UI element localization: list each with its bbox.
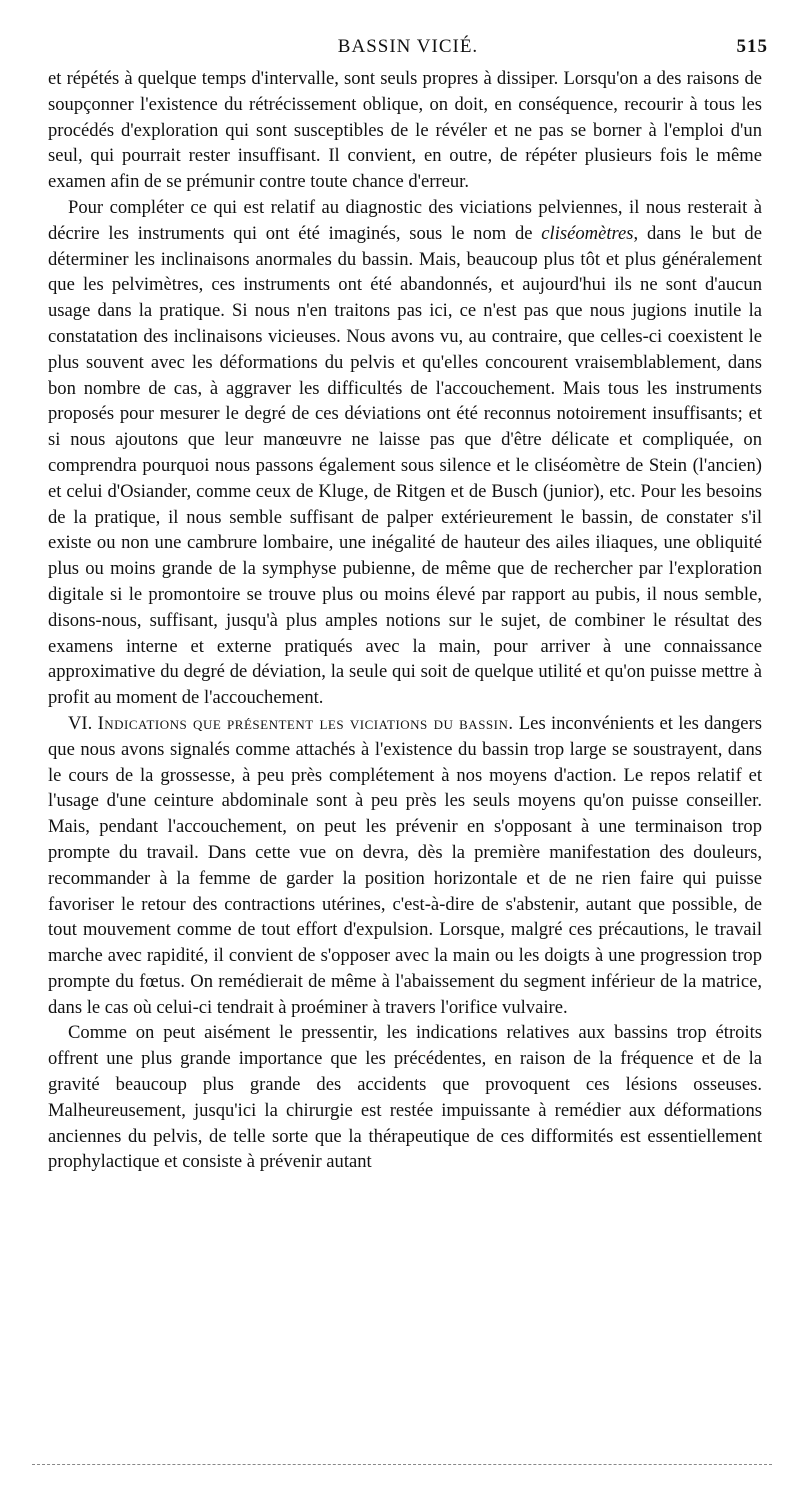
paragraph-text: et répétés à quelque temps d'intervalle, sont seuls propres à dissiper. Lorsqu'on a des raisons de soupçonner l'existence du rétrécissement oblique, on doit, en conséquence, recourir à tous les procédés d'exploration qui sont susceptibles de le révéler et ne pas se borner à l'emploi d'un seul, qui pourrait rester insuffisant. Il convient, en outre, de répéter plusieurs fois le même examen afin de se prémunir contre toute chance d'erreur. [48, 68, 762, 193]
paragraph-diagnostic [48, 195, 762, 711]
section-number: VI. [68, 712, 93, 734]
paragraph-indications [48, 1020, 762, 1175]
page-number: 515 [736, 36, 768, 57]
paragraph-text: Les inconvénients et les dangers que nous avons signalés comme attachés à l'existence du bassin trop large se soustrayent, dans le cours de la grossesse, à peu près complétement à nos moyens d'action. Le repos relatif et l'usage d'une ceinture abdominale sont à peu près les seuls moyens qu'on puisse conseiller. Mais, pendant l'accouchement, on peut les prévenir en s'opposant à une terminaison trop prompte du travail. Dans cette vue on devra, dès la première manifestation des douleurs, recommander à la femme de garder la position horizontale et de ne rien faire qui puisse favoriser le retour des contractions utérines, c'est-à-dire de s'abstenir, autant que possible, de tout mouvement comme de tout effort d'expulsion. Lorsque, malgré ces précautions, le travail marche avec rapidité, il convient de s'opposer avec la main ou les doigts à une progression trop prompte du fœtus. On remédierait de même à l'abaissement du segment inférieur de la matrice, dans le cas où celui-ci tendrait à proéminer à travers l'orifice vulvaire. [48, 712, 762, 1018]
running-title: BASSIN VICIÉ. [337, 36, 479, 57]
section-heading: Indications que présentent les viciations du bassin. [97, 712, 514, 734]
paragraph-continuation [48, 66, 762, 195]
page-header [48, 36, 768, 60]
paragraph-text: Comme on peut aisément le pressentir, les indications relatives aux bassins trop étroits offrent une plus grande importance que les précédentes, en raison de la fréquence et de la gravité beaucoup plus grande des accidents que provoquent ces lésions osseuses. Malheureusement, jusqu'ici la chirurgie est restée impuissante à remédier aux déformations anciennes du pelvis, de telle sorte que la thérapeutique de ces difformités est essentiellement prophylactique et consiste à prévenir autant [48, 1022, 762, 1173]
paragraph-text: Pour compléter ce qui est relatif au diagnostic des viciations pelviennes, il nous resterait à décrire les instruments qui ont été imaginés, sous le nom de [48, 196, 762, 244]
footer-divider [32, 1464, 772, 1465]
paragraph-text: , dans le but de déterminer les inclinaisons anormales du bassin. Mais, beaucoup plus tôt et plus généralement que les pelvimètres, ces instruments ont été abandonnés, et aujourd'hui ils ne sont d'aucun usage dans la pratique. Si nous n'en traitons pas ici, ce n'est pas que nous jugions inutile la constatation des inclinaisons vicieuses. Nous avons vu, au contraire, que celles-ci coexistent le plus souvent avec les déformations du pelvis et qu'elles concourent vraisemblablement, dans bon nombre de cas, à aggraver les difficultés de l'accouchement. Mais tous les instruments proposés pour mesurer le degré de ces déviations ont été reconnus notoirement insuffisants; et si nous ajoutons que leur manœuvre ne laisse pas que d'être délicate et compliquée, on comprendra pourquoi nous passons également sous silence et le cliséomètre de Stein (l'ancien) et celui d'Osiander, comme ceux de Kluge, de Ritgen et de Busch (junior), etc. Pour les besoins de la pratique, il nous semble suffisant de palper extérieurement le bassin, de constater s'il existe ou non une cambrure lombaire, une inégalité de hauteur des ailes iliaques, une obliquité plus ou moins grande de la symphyse pubienne, de même que de rechercher par l'exploration digitale si le promontoire se trouve plus ou moins élevé par rapport au pubis, il nous semble, disons-nous, suffisant, jusqu'à plus amples notions sur le sujet, de combiner le résultat des examens interne et externe pratiqués avec la main, pour arriver à une connaissance approximative du degré de déviation, la seule qui soit de quelque utilité et qu'on puisse mettre à profit au moment de l'accouchement. [48, 222, 762, 709]
italic-term: cliséomètres [541, 222, 634, 244]
paragraph-section-vi [48, 711, 762, 1021]
body-text [48, 66, 762, 1175]
